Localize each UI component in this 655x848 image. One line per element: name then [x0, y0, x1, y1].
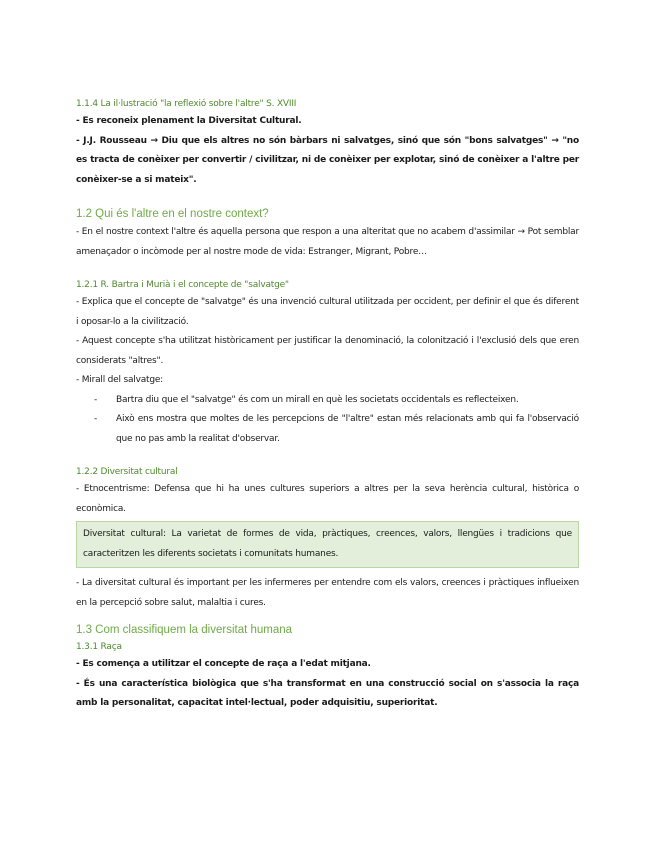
heading-1-3-1: 1.3.1 Raça: [76, 642, 122, 652]
paragraph: - Mirall del salvatge:: [76, 375, 164, 385]
list-item-text: Això ens mostra que moltes de les percepcions de "l'altre" estan més relacionats amb qui fa l'observació que no pas amb la realitat d'observar.: [116, 414, 579, 444]
bullet-dash: -: [94, 394, 98, 405]
paragraph: - En el nostre context l'altre és aquella persona que respon a una alteritat que no acabem d'assimilar → Pot semblar amenaçador o incòmode per al nostre mode de vida: Estranger, Migrant, Pobre…: [76, 227, 579, 257]
heading-1-2: 1.2 Qui és l'altre en el nostre context?: [76, 208, 269, 220]
paragraph: - Es reconeix plenament la Diversitat Cultural.: [76, 116, 302, 126]
list-item-text: Bartra diu que el "salvatge" és com un mirall en què les societats occidentals es reflecteixen.: [116, 394, 519, 405]
heading-1-2-1: 1.2.1 R. Bartra i Murià i el concepte de "salvatge": [76, 280, 289, 290]
bullet-dash: -: [94, 414, 98, 424]
paragraph: - J.J. Rousseau → Diu que els altres no són bàrbars ni salvatges, sinó que són "bons salvatges" → "no es tracta de conèixer per convertir / civilitzar, ni de conèixer per explotar, sinó de conèixer a l'altre per conèixer-se a si mateix".: [76, 135, 579, 185]
heading-1-3: 1.3 Com classifiquem la diversitat humana: [76, 624, 293, 636]
document-page: [76, 96, 579, 714]
paragraph: - Aquest concepte s'ha utilitzat històricament per justificar la denominació, la colonització i l'exclusió dels que eren considerats "altres".: [76, 336, 579, 366]
list-item: [76, 391, 579, 411]
list-item: [76, 410, 579, 449]
definition-text: Diversitat cultural: La varietat de formes de vida, pràctiques, creences, valors, llengües i tradicions que caracteritzen les diferents societats i comunitats humanes.: [83, 529, 572, 559]
heading-1-1-4: 1.1.4 La il·lustració "la reflexió sobre l'altre" S. XVIII: [76, 99, 297, 109]
paragraph: - Etnocentrisme: Defensa que hi ha unes cultures superiors a altres per la seva herència cultural, històrica o econòmica.: [76, 484, 579, 514]
paragraph: - És una característica biològica que s'ha transformat en una construcció social on s'associa la raça amb la personalitat, capacitat intel·lectual, poder adquisitiu, superioritat.: [76, 678, 579, 708]
heading-1-2-2: 1.2.2 Diversitat cultural: [76, 467, 178, 477]
definition-box: [76, 521, 579, 568]
paragraph: - Explica que el concepte de "salvatge" és una invenció cultural utilitzada per occident, per definir el que és diferent i oposar-lo a la civilització.: [76, 297, 579, 327]
paragraph: - La diversitat cultural és important per les infermeres per entendre com els valors, creences i pràctiques influeixen en la percepció sobre salut, malaltia i cures.: [76, 578, 579, 608]
paragraph: - Es comença a utilitzar el concepte de raça a l'edat mitjana.: [76, 659, 371, 669]
